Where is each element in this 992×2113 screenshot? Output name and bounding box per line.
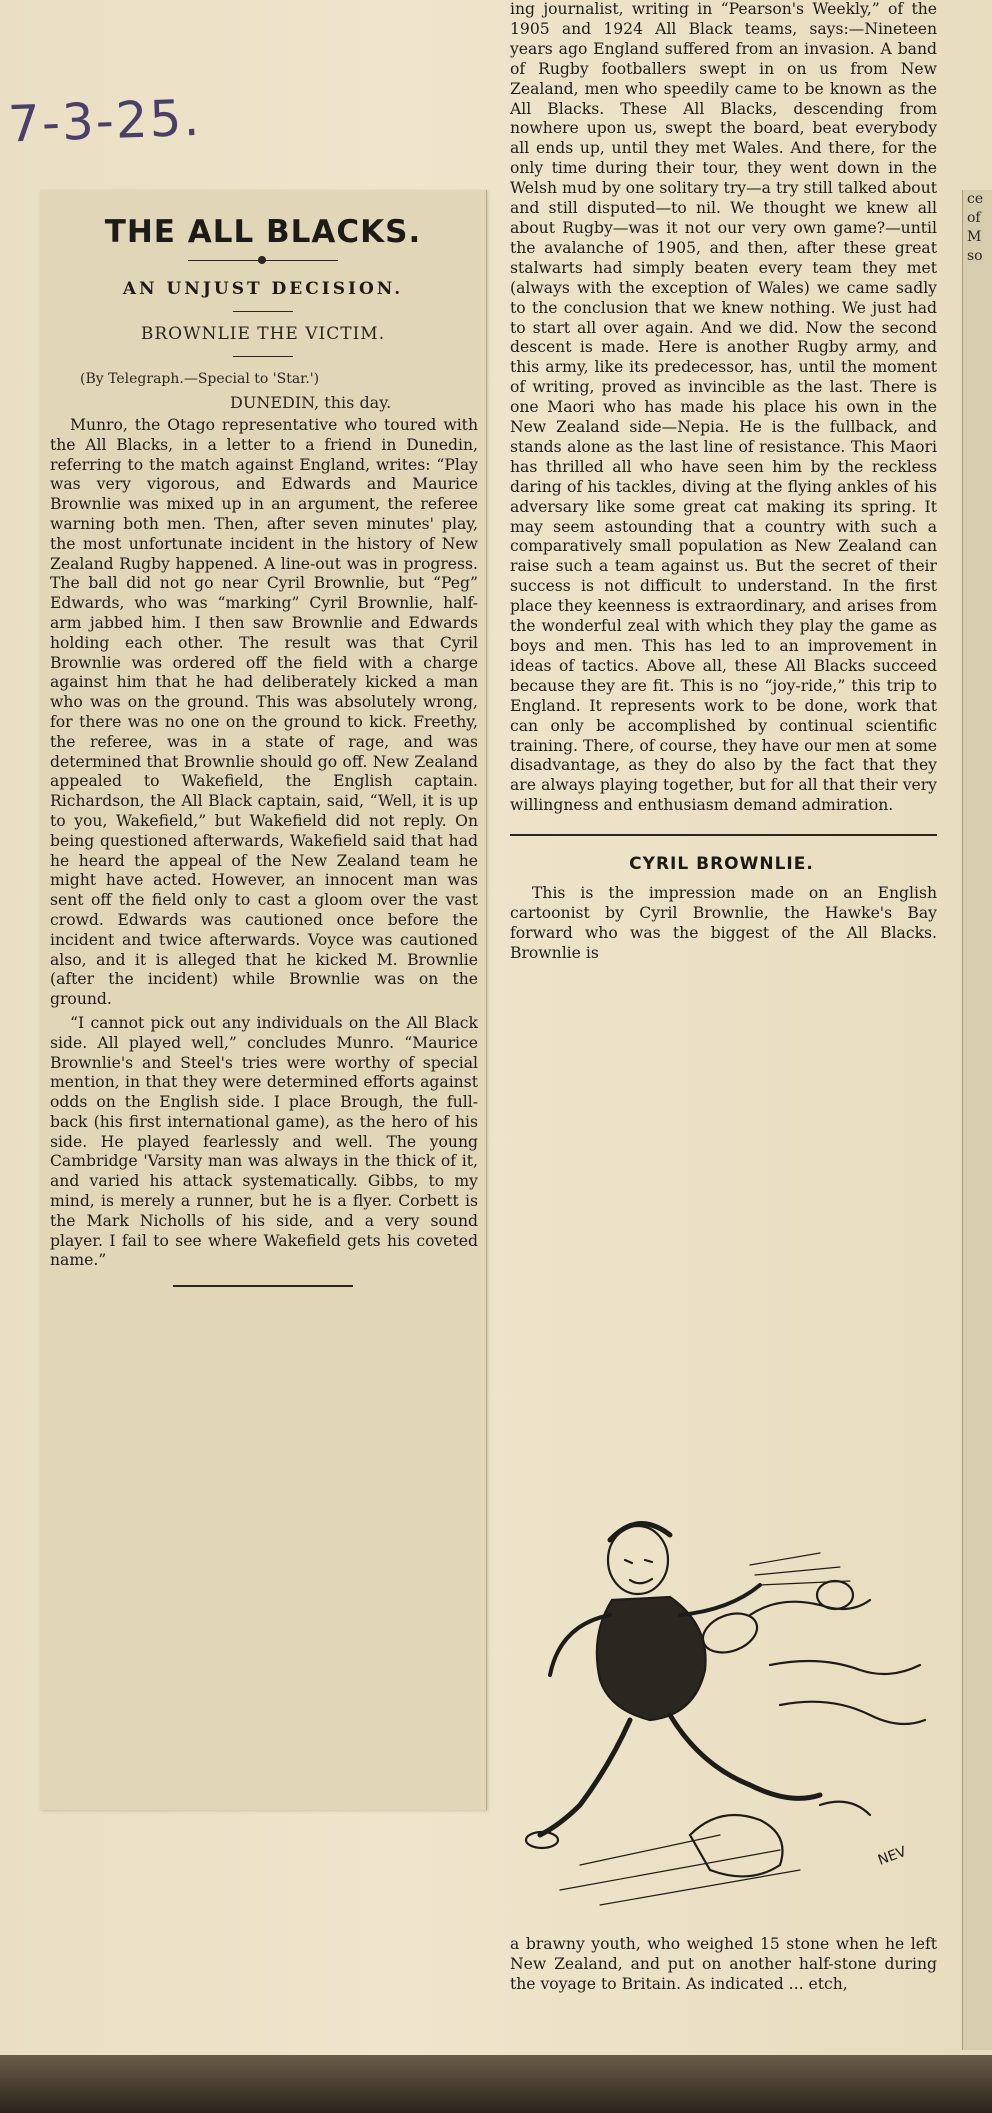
all-blacks-article-clipping (40, 190, 487, 1810)
article-paragraph: “I cannot pick out any individuals on the All Black side. All played well,” concludes Munro. “Maurice Brownlie's and Steel's tries were worthy of special mention, in that they were determined efforts against odds on the English side. I place Brough, the full-back (his first international game), as the hero of his side. He played fearlessly and well. The young Cambridge 'Varsity man was always in the thick of it, and varied his attack systematically. Gibbs, to my mind, is merely a runner, but he is a flyer. Corbett is the Mark Nicholls of his side, and a very sound player. I fail to see where Wakefield gets his coveted name.” (50, 1013, 478, 1270)
second-column-clipping (500, 0, 943, 2060)
ornamental-rule (188, 260, 338, 271)
article-dateline: DUNEDIN, this day. (230, 393, 392, 412)
end-rule (173, 1285, 353, 1287)
edge-text-fragment: M (967, 229, 982, 245)
cyril-brownlie-cartoon (520, 1505, 940, 1930)
edge-text-fragment: ce (967, 191, 984, 207)
article-headline: THE ALL BLACKS. (104, 214, 422, 250)
column-divider (510, 834, 937, 836)
adjacent-clipping-edge (962, 190, 992, 2050)
handwritten-date: 7-3-25. (7, 88, 203, 154)
short-rule (233, 311, 293, 312)
cartoon-caption-heading: CYRIL BROWNLIE. (629, 854, 814, 875)
svg-text:NEV: NEV (875, 1843, 909, 1869)
article-subhead-secondary: BROWNLIE THE VICTIM. (140, 324, 386, 344)
article-paragraph: Munro, the Otago representative who toured with the All Blacks, in a letter to a friend in Dunedin, referring to the match against England, writes: “Play was very vigorous, and Edwards and Maurice Brownlie was mixed up in an argument, the referee warning both men. Then, after seven minutes' play, the most unfortunate incident in the history of New Zealand Rugby happened. A line-out was in progress. The ball did not go near Cyril Brownlie, but “Peg” Edwards, who was “marking” Cyril Brownlie, half-arm jabbed him. I then saw Brownlie and Edwards holding each other. The result was that Cyril Brownlie was ordered off the field with a charge against him that he had deliberately kicked a man who was on the ground. This was absolutely wrong, for there was no one on the ground to kick. Freethy, the referee, was in a state of rage, and was determined that Brownlie should go off. New Zealand appealed to Wakefield, the English captain. Richardson, the All Black captain, said, “Well, it is up to you, Wakefield,” but Wakefield did not reply. On being questioned afterwards, Wakefield said that had he heard the appeal of the New Zealand team he might have acted. However, an innocent man was sent off the field only to cast a gloom over the vast crowd. Edwards was cautioned once before the incident and twice afterwards. Voyce was cautioned also, and it is alleged that he kicked M. Brownlie (after the incident) while Brownlie was on the ground. (50, 416, 478, 1009)
edge-text-fragment: so (967, 248, 983, 264)
scrapbook-binding-edge (0, 2055, 992, 2113)
cartoon-caption-continued: a brawny youth, who weighed 15 stone when he left New Zealand, and put on another half-stone during the voyage to Britain. As indicated ... etch, (510, 1935, 937, 1993)
edge-text-fragment: of (967, 210, 981, 226)
cartoon-caption-text: This is the impression made on an English cartoonist by Cyril Brownlie, the Hawke's Bay forward who was the biggest of the All Blacks. Brownlie is (510, 884, 937, 962)
article-byline: (By Telegraph.—Special to 'Star.') (80, 371, 320, 387)
pearsons-weekly-paragraph: ing journalist, writing in “Pearson's Weekly,” of the 1905 and 1924 All Black teams, says:—Nineteen years ago England suffered from an invasion. A band of Rugby footballers swept in on us from New Zealand, men who speedily came to be known as the All Blacks. These All Blacks, descending from nowhere upon us, swept the board, beat everybody all ends up, until they met Wales. And there, for the only time during their tour, they went down in the Welsh mud by one solitary try—a try still talked about and still disputed—to nil. We thought we knew all about Rugby—was it not our very own game?—until the avalanche of 1905, and then, after these great stalwarts had simply beaten every team they met (always with the exception of Wales) we came sadly to the conclusion that we knew nothing. We just had to start all over again. And we did. Now the second descent is made. Here is another Rugby army, and this army, like its predecessor, has, until the moment of writing, proved as invincible as the last. There is one Maori who has made his place his own in the New Zealand side—Nepia. He is the fullback, and stands alone as the last line of resistance. This Maori has thrilled all who have seen him by the reckless daring of his tackles, diving at the flying ankles of his adversary like some great cat making its spring. It may seem astounding that a country with such a comparatively small population as New Zealand can raise such a team against us. But the secret of their success is not difficult to understand. In the first place they keenness is extraordinary, and arises from the wonderful zeal with which they play the game as boys and men. This has led to an improvement in ideas of tactics. Above all, these All Blacks succeed because they are fit. This is no “joy-ride,” this trip to England. It represents work to be done, work that can only be accomplished by continual scientific training. There, of course, they have our men at some disadvantage, as they do also by the fact that they are always playing together, but for all that their very willingness and enthusiasm demand admiration. (510, 0, 937, 815)
article-subhead: AN UNJUST DECISION. (122, 279, 404, 299)
short-rule (233, 356, 293, 357)
